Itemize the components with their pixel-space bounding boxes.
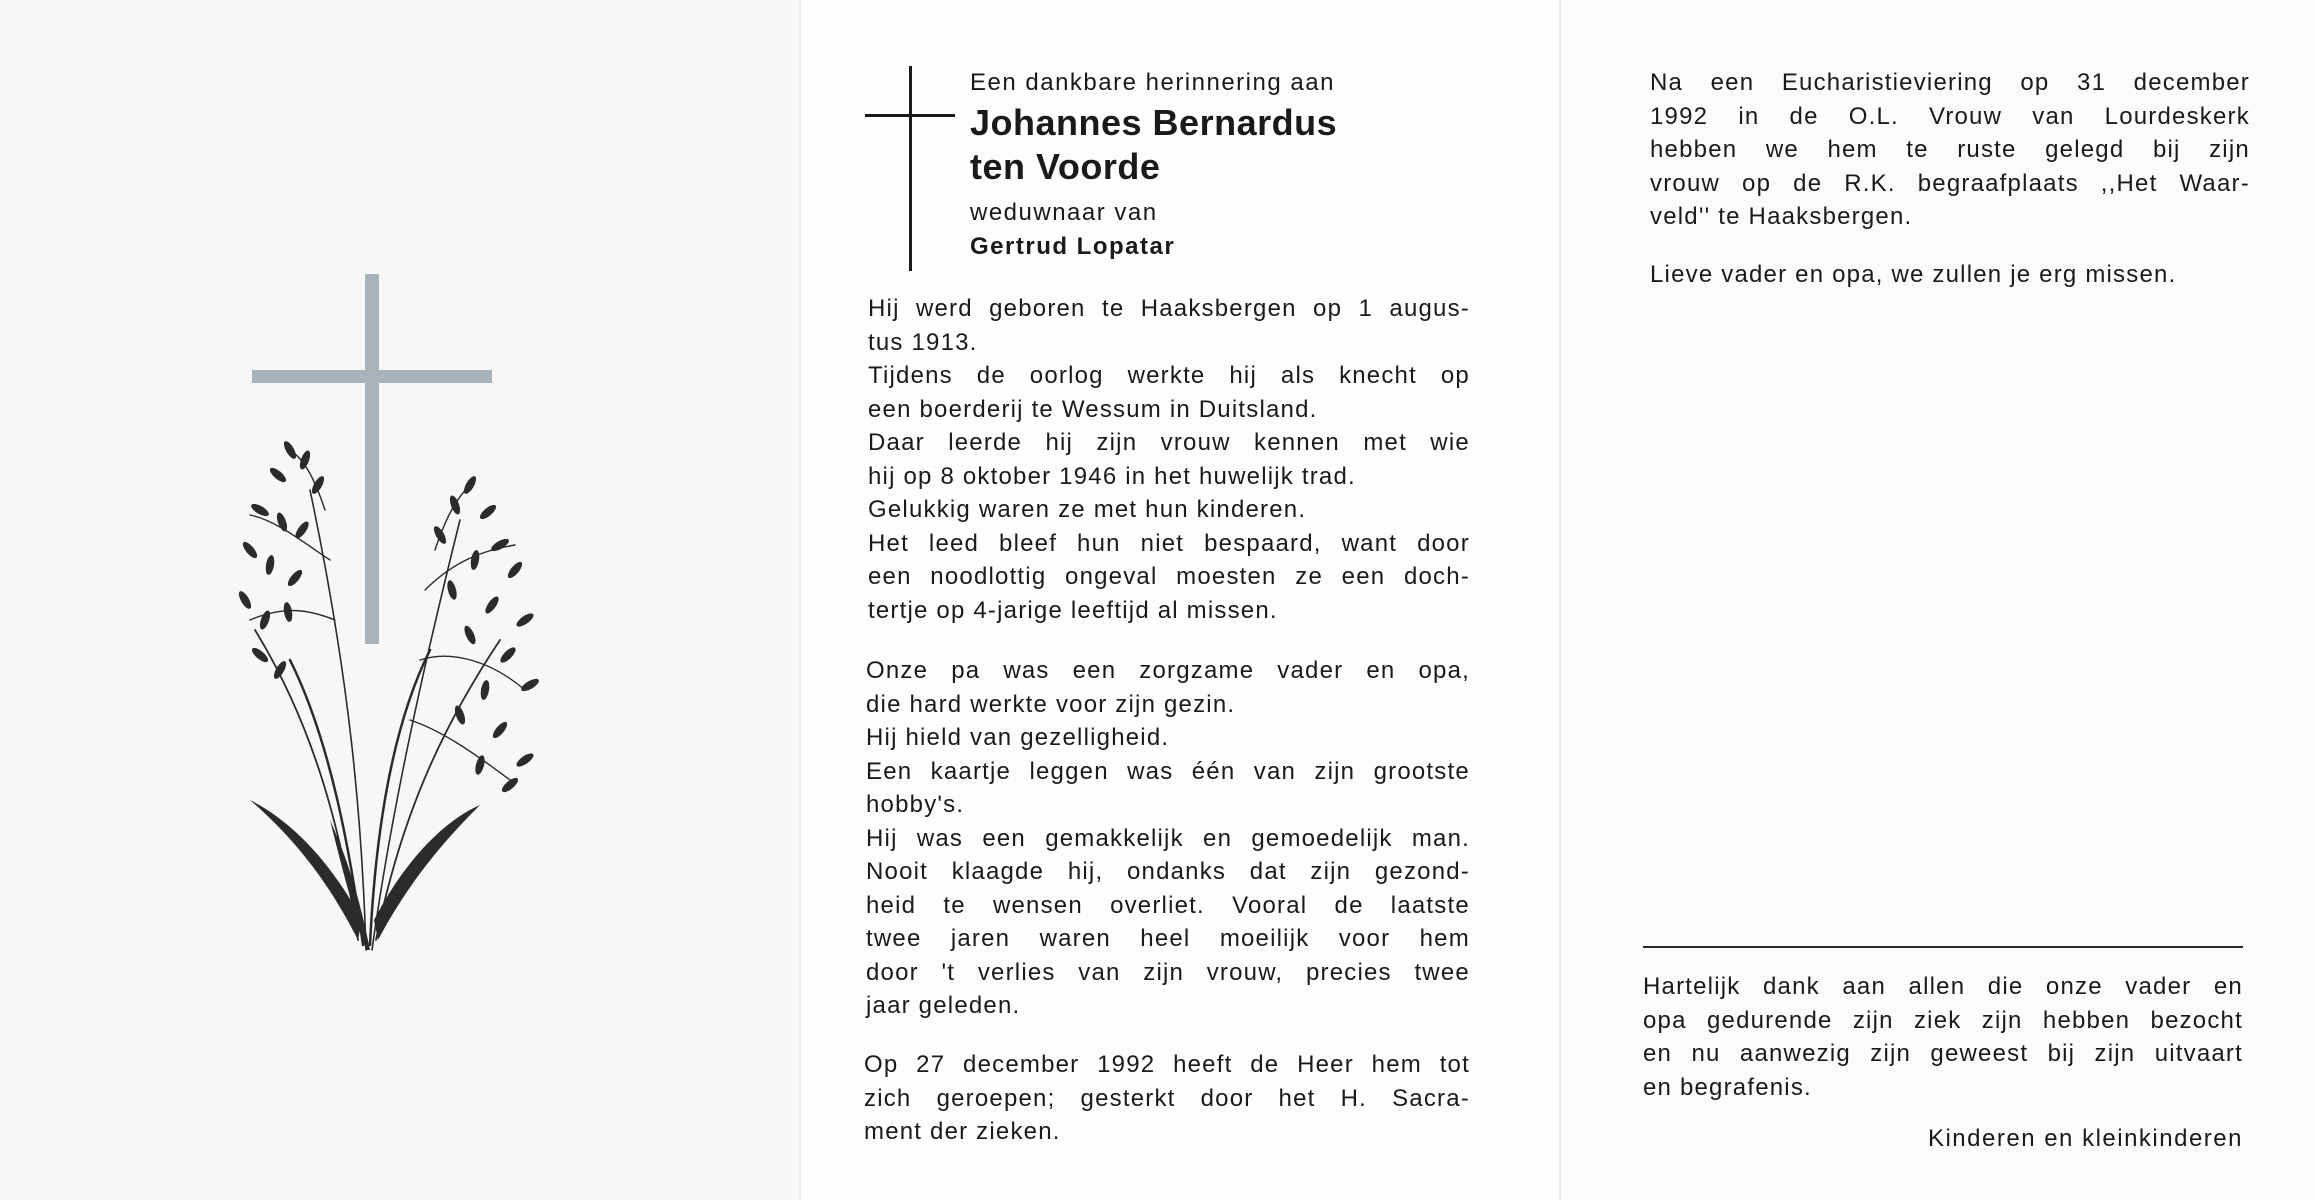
word: december xyxy=(963,1051,1080,1078)
thanks-paragraph xyxy=(1643,970,2243,1104)
text-line xyxy=(1650,167,2250,201)
word: gezond- xyxy=(1374,858,1470,885)
word: Op xyxy=(864,1051,899,1078)
word: was xyxy=(916,824,964,852)
word: van xyxy=(1078,958,1121,986)
word: aanwezig xyxy=(1739,1040,1851,1067)
word: een xyxy=(1341,563,1386,590)
word: heel xyxy=(1140,925,1191,952)
word: hem xyxy=(1371,1051,1422,1078)
text-line xyxy=(866,855,1470,889)
word: die xyxy=(1987,973,2024,1000)
grass-icon xyxy=(250,450,525,950)
text-line: een boerderij te Wessum in Duitsland. xyxy=(868,395,1318,423)
word: 't xyxy=(941,958,956,986)
word: Lourdeskerk xyxy=(2104,102,2250,130)
text-line: tus 1913. xyxy=(868,328,978,356)
word: niet xyxy=(1140,529,1185,557)
word: de xyxy=(1250,1051,1280,1078)
word: precies xyxy=(1305,958,1392,986)
word: opa, xyxy=(1418,657,1470,684)
word: een xyxy=(868,563,912,590)
word: Hartelijk xyxy=(1643,973,1741,1000)
text-line xyxy=(868,426,1470,460)
word: Nooit xyxy=(866,858,929,885)
word: geboren xyxy=(989,295,1086,322)
word: uitvaart xyxy=(2154,1040,2243,1067)
word: begraafplaats xyxy=(1917,169,2079,197)
text-line xyxy=(1643,1037,2243,1071)
word: zijn xyxy=(1314,757,1356,785)
word: Het xyxy=(868,529,909,557)
word: 1 xyxy=(1358,295,1374,322)
word: voor xyxy=(1338,925,1391,952)
text-line: jaar geleden. xyxy=(866,992,1021,1019)
memorial-header xyxy=(970,66,1530,264)
word: vrouw xyxy=(1650,169,1721,197)
word: dank xyxy=(1763,973,1820,1000)
deceased-name-line-1: Johannes Bernardus xyxy=(970,102,1338,143)
word: de xyxy=(1793,169,1823,197)
word: Hij xyxy=(866,824,898,852)
word: Onze xyxy=(866,657,929,684)
character-paragraph xyxy=(866,654,1470,1023)
word: Eucharistieviering xyxy=(1781,69,1993,96)
word: Hij xyxy=(868,295,900,322)
passing-paragraph xyxy=(864,1048,1470,1149)
word: twee xyxy=(1414,958,1470,986)
word: hebben xyxy=(1650,136,1738,163)
text-line xyxy=(1643,1004,2243,1038)
word: hij xyxy=(1045,429,1074,456)
word: knecht xyxy=(1339,362,1417,389)
text-line xyxy=(1650,133,2250,167)
word: zijn xyxy=(1143,958,1185,986)
word: zijn xyxy=(1310,858,1352,885)
word: klaagde xyxy=(951,858,1045,885)
text-line xyxy=(1650,66,2250,100)
word: leed xyxy=(928,529,980,557)
word: gesterkt xyxy=(1080,1084,1176,1112)
word: hij, xyxy=(1067,858,1104,885)
word: een xyxy=(982,824,1026,852)
text-line: Hij hield van gezelligheid. xyxy=(866,724,1170,751)
word: doch- xyxy=(1403,563,1470,590)
text-line: die hard werkte voor zijn gezin. xyxy=(866,690,1236,718)
word: gemoedelijk xyxy=(1251,824,1393,852)
word: als xyxy=(1280,362,1316,389)
word: 1992 xyxy=(1650,102,1709,130)
text-line: tertje op 4-jarige leeftijd al missen. xyxy=(868,596,1278,624)
word: te xyxy=(943,891,966,919)
word: zorgzame xyxy=(1139,657,1255,684)
word: leerde xyxy=(948,429,1023,456)
text-line xyxy=(866,956,1470,990)
farewell-line: Lieve vader en opa, we zullen je erg missen. xyxy=(1650,261,2177,288)
word: R.K. xyxy=(1844,169,1896,197)
text-line xyxy=(866,755,1470,789)
word: ondanks xyxy=(1126,858,1227,885)
word: bij xyxy=(2152,136,2181,163)
text-line: hobby's. xyxy=(866,791,965,818)
word: kaartje xyxy=(930,757,1012,785)
farewell-paragraph xyxy=(1650,258,2250,292)
word: 1992 xyxy=(1097,1051,1156,1078)
word: ziek xyxy=(1913,1006,1962,1034)
biography-paragraph xyxy=(868,292,1470,627)
word: heeft xyxy=(1173,1051,1233,1078)
word: leggen xyxy=(1029,757,1109,785)
word: ongeval xyxy=(1065,563,1158,590)
word: bezocht xyxy=(2150,1006,2243,1034)
word: verlies xyxy=(977,958,1056,986)
divider-line xyxy=(1643,946,2243,948)
text-line xyxy=(864,1082,1470,1116)
word: heid xyxy=(866,891,917,919)
text-line: hij op 8 oktober 1946 in het huwelijk trad. xyxy=(868,462,1356,490)
text-line xyxy=(1650,100,2250,134)
word: zich xyxy=(864,1084,912,1112)
word: door xyxy=(1200,1084,1254,1112)
word: H. xyxy=(1340,1084,1367,1112)
text-line xyxy=(868,359,1470,393)
word: augus- xyxy=(1389,295,1470,322)
word: de xyxy=(1789,102,1819,130)
text-line xyxy=(1643,970,2243,1004)
word: Een xyxy=(866,757,913,785)
word: O.L. xyxy=(1848,102,1899,130)
word: gedurende xyxy=(1706,1006,1833,1034)
word: zijn xyxy=(1870,1040,1912,1067)
word: door xyxy=(866,958,919,986)
memorial-cross-icon xyxy=(252,274,492,644)
word: moeilijk xyxy=(1219,925,1310,952)
word: van xyxy=(1253,757,1297,785)
text-line xyxy=(866,922,1470,956)
word: opa xyxy=(1643,1006,1687,1034)
text-line: Gelukkig waren ze met hun kinderen. xyxy=(868,496,1307,523)
grass-leaves-icon xyxy=(250,800,480,950)
cross-icon xyxy=(865,66,955,271)
deceased-name-line-2: ten Voorde xyxy=(970,146,1161,187)
word: waren xyxy=(1039,925,1111,952)
word: dat xyxy=(1249,858,1287,885)
word: aan xyxy=(1842,973,1887,1000)
word: allen xyxy=(1908,973,1966,1000)
word: nu xyxy=(1691,1040,1721,1067)
word: oorlog xyxy=(1029,362,1104,389)
word: Vooral xyxy=(1232,891,1308,919)
word: hem xyxy=(1827,136,1878,163)
word: vader xyxy=(1277,657,1344,684)
text-line xyxy=(868,292,1470,326)
word: op xyxy=(1440,362,1470,389)
word: ze xyxy=(1295,563,1323,590)
word: bleef xyxy=(999,529,1058,557)
text-line xyxy=(866,654,1470,688)
word: 31 xyxy=(2077,69,2107,96)
word: van xyxy=(2032,102,2075,130)
word: gemakkelijk xyxy=(1045,824,1184,852)
text-line: en begrafenis. xyxy=(1643,1073,1812,1101)
word: kennen xyxy=(1254,429,1340,456)
word: en xyxy=(1366,657,1396,684)
word: 27 xyxy=(916,1051,946,1078)
word: Daar xyxy=(868,429,925,456)
word: op xyxy=(1313,295,1343,322)
word: werd xyxy=(915,295,973,322)
burial-paragraph xyxy=(1650,66,2250,234)
word: overliet. xyxy=(1110,891,1205,919)
word: op xyxy=(1742,169,1772,197)
word: Na xyxy=(1650,69,1684,96)
word: zijn xyxy=(1096,429,1138,456)
word: hun xyxy=(1077,529,1121,557)
word: in xyxy=(1738,102,1760,130)
word: gelegd xyxy=(2045,136,2125,163)
word: zijn xyxy=(2094,1040,2136,1067)
cross-with-grass-illustration xyxy=(230,260,550,980)
word: en xyxy=(1203,824,1233,852)
word: hem xyxy=(1419,925,1470,952)
signature: Kinderen en kleinkinderen xyxy=(1927,1125,2243,1152)
word: Sacra- xyxy=(1392,1084,1470,1112)
text-line: ment der zieken. xyxy=(864,1118,1061,1145)
word: een xyxy=(1072,657,1117,684)
word: bespaard, xyxy=(1204,529,1322,557)
word: Heer xyxy=(1297,1051,1354,1078)
word: zijn xyxy=(2209,136,2250,163)
word: vrouw xyxy=(1160,429,1231,456)
word: we xyxy=(1765,136,1799,163)
word: de xyxy=(976,362,1006,389)
text-line xyxy=(866,822,1470,856)
word: vrouw, xyxy=(1206,958,1284,986)
word: met xyxy=(1363,429,1407,456)
text-line xyxy=(868,560,1470,594)
word: geweest xyxy=(1930,1040,2029,1067)
word: zijn xyxy=(1852,1006,1894,1034)
word: wensen xyxy=(992,891,1083,919)
word: tot xyxy=(1439,1051,1470,1078)
word: hij xyxy=(1229,362,1257,389)
word: en xyxy=(1643,1040,1673,1067)
word: grootste xyxy=(1373,757,1470,785)
word: het xyxy=(1278,1084,1316,1112)
word: was xyxy=(1127,757,1174,785)
word: moesten xyxy=(1176,563,1277,590)
word: jaren xyxy=(950,925,1011,952)
word: want xyxy=(1341,529,1398,557)
word: laatste xyxy=(1390,891,1470,919)
widower-label: weduwnaar van xyxy=(970,199,1158,226)
word: op xyxy=(2020,69,2050,96)
word: onze xyxy=(2045,973,2103,1000)
word: één xyxy=(1191,757,1236,785)
word: de xyxy=(1334,891,1364,919)
word: een xyxy=(1710,69,1755,96)
intro-text: Een dankbare herinnering aan xyxy=(970,69,1335,96)
word: te xyxy=(1101,295,1125,322)
text-line xyxy=(866,889,1470,923)
word: man. xyxy=(1411,824,1470,852)
word: noodlottig xyxy=(930,563,1047,590)
word: pa xyxy=(951,657,981,684)
text-line xyxy=(868,527,1470,561)
text-line xyxy=(864,1048,1470,1082)
word: december xyxy=(2133,69,2250,96)
word: twee xyxy=(866,925,922,952)
word: door xyxy=(1417,529,1470,557)
word: Tijdens xyxy=(868,362,953,389)
word: ,,Het xyxy=(2100,169,2158,197)
word: vader xyxy=(2125,973,2192,1000)
word: Haaksbergen xyxy=(1140,295,1297,322)
word: hebben xyxy=(2042,1006,2131,1034)
word: en xyxy=(2213,973,2243,1000)
word: ruste xyxy=(1957,136,2017,163)
card-fold-left xyxy=(799,0,801,1200)
word: werkte xyxy=(1127,362,1206,389)
seed-heads-icon xyxy=(237,439,541,794)
word: Vrouw xyxy=(1929,102,2003,130)
word: te xyxy=(1906,136,1929,163)
spouse-name: Gertrud Lopatar xyxy=(970,233,1176,260)
word: bij xyxy=(2047,1040,2076,1067)
word: Waar- xyxy=(2179,169,2250,197)
word: zijn xyxy=(1981,1006,2023,1034)
word: was xyxy=(1003,657,1050,684)
word: wie xyxy=(1430,429,1470,456)
card-fold-right xyxy=(1559,0,1561,1200)
word: geroepen; xyxy=(936,1084,1056,1112)
text-line: veld'' te Haaksbergen. xyxy=(1650,203,1913,230)
